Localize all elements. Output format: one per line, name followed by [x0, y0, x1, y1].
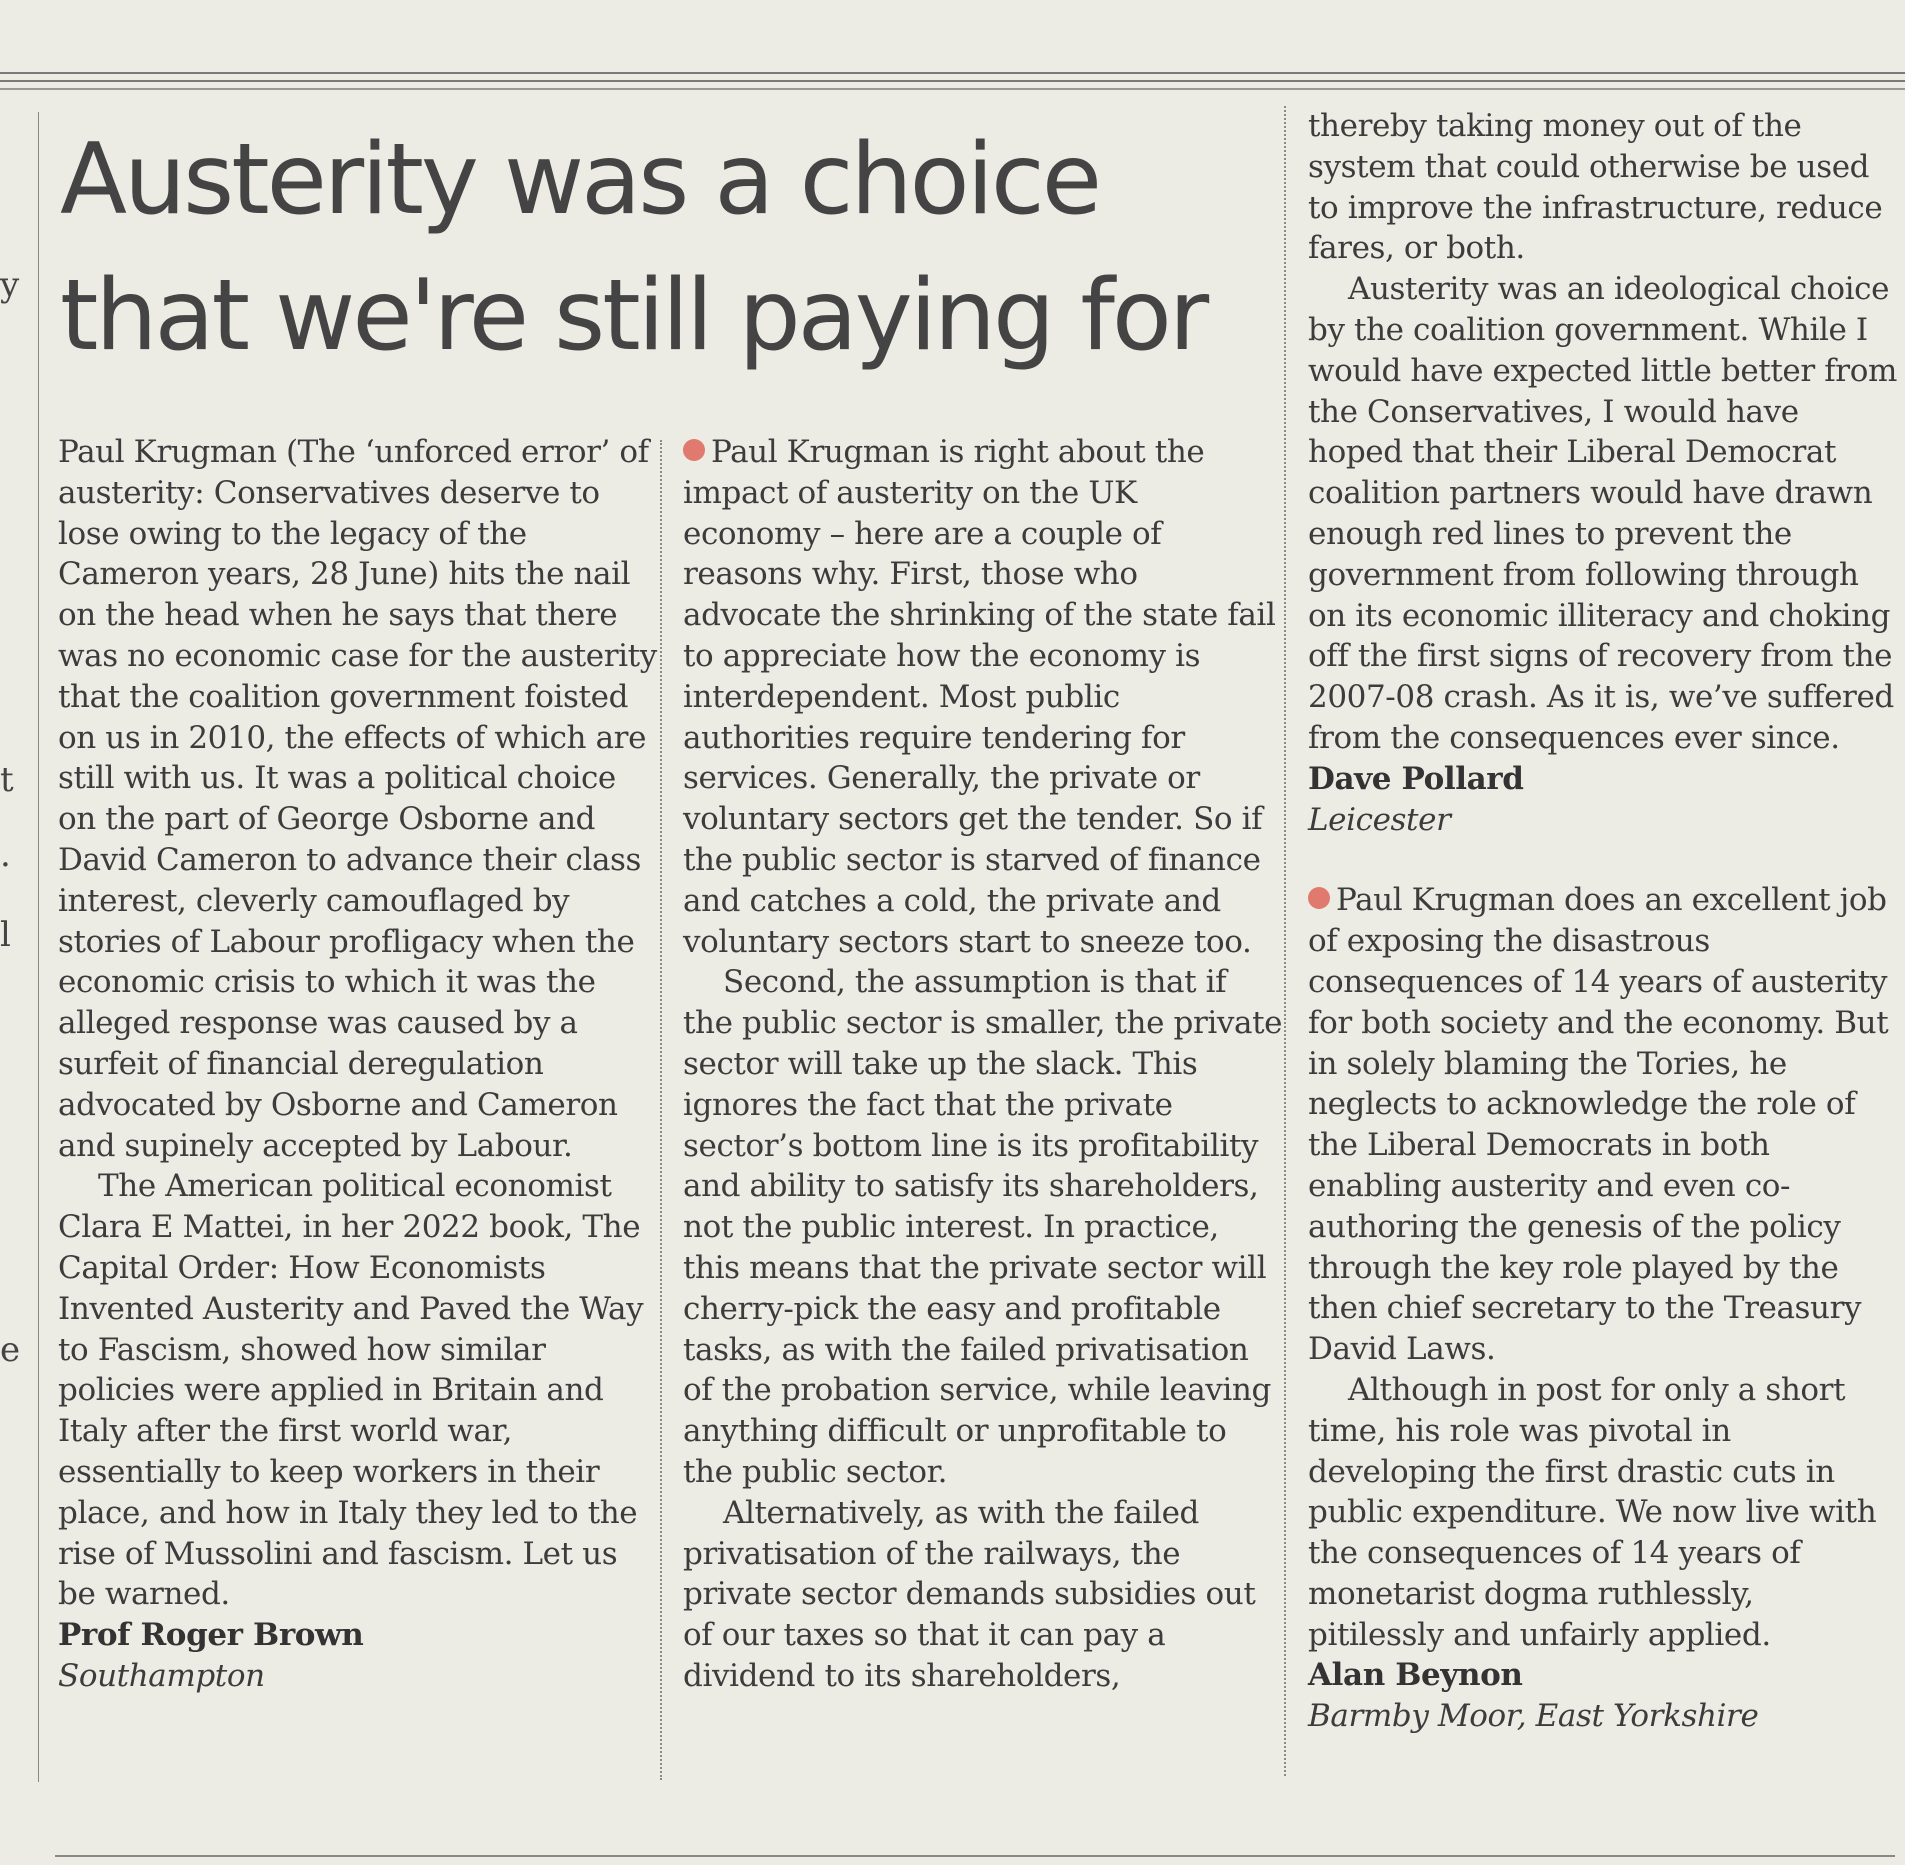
- letter-1-paragraph-2: The American political economist Clara E Mattei, in her 2022 book, The Capital Order: How Economists Invented Austerity and Paved the Way to Fascism, showed how similar policies were applied in Britain and Italy after the first world war, essentially to keep workers in their place, and how in Italy they led to the rise of Mussolini and fascism. Let us be warned.: [58, 1168, 644, 1613]
- left-column-rule: [38, 112, 39, 1782]
- letter-bullet-icon: [683, 439, 705, 461]
- edge-letter: t: [0, 760, 14, 800]
- letter-2-paragraph-3: Alternatively, as with the failed privatisation of the railways, the private sector demands subsidies out of our taxes so that it can pay a dividend to its shareholders,: [683, 1494, 1256, 1694]
- letter-2-paragraph-5: Austerity was an ideological choice by the coalition government. While I would have expected little better from the Conservatives, I would have hoped that their Liberal Democrat coalition partners would have drawn enough red lines to prevent the government from following through on its economic illiteracy and choking off the first signs of recovery from the 2007-08 crash. As it is, we’ve suffered from the consequences ever since.: [1308, 271, 1897, 756]
- edge-letter: y: [0, 265, 20, 305]
- top-rule-2: [0, 80, 1905, 82]
- letter-3-location: Barmby Moor, East Yorkshire: [1308, 1698, 1759, 1735]
- edge-letter: l: [0, 915, 11, 955]
- letter-column-3: [1308, 106, 1898, 1737]
- edge-letter: .: [0, 835, 11, 875]
- bottom-rule: [55, 1855, 1895, 1857]
- letter-2-author: Dave Pollard: [1308, 760, 1524, 797]
- letter-3-paragraph-2: Although in post for only a short time, his role was pivotal in developing the first drastic cuts in public expenditure. We now live with the consequences of 14 years of monetarist dogma ruthlessly, pitilessly and unfairly applied.: [1308, 1371, 1877, 1653]
- column-divider-1: [660, 440, 662, 1780]
- headline: [60, 112, 1260, 384]
- letter-bullet-icon: [1308, 887, 1330, 909]
- letter-column-2: [683, 432, 1283, 1697]
- letter-1-location: Southampton: [58, 1657, 265, 1694]
- letter-3-paragraph-1: [1308, 880, 1898, 1370]
- letter-2-paragraph-1: [683, 432, 1283, 962]
- letter-1-author: Prof Roger Brown: [58, 1617, 364, 1654]
- top-rule-1: [0, 72, 1905, 74]
- headline-line-1: Austerity was a choice: [60, 123, 1099, 237]
- letter-2-paragraph-4: thereby taking money out of the system that could otherwise be used to improve the infrastructure, reduce fares, or both.: [1308, 108, 1883, 267]
- top-rule-3: [0, 88, 1905, 90]
- letter-1-paragraph-1: Paul Krugman (The ‘unforced error’ of austerity: Conservatives deserve to lose owing to the legacy of the Cameron years, 28 June) hits the nail on the head when he says that there was no economic case for the austerity that the coalition government foisted on us in 2010, the effects of which are still with us. It was a political choice on the part of George Osborne and David Cameron to advance their class interest, cleverly camouflaged by stories of Labour profligacy when the economic crisis to which it was the alleged response was caused by a surfeit of financial deregulation advocated by Osborne and Cameron and supinely accepted by Labour.: [58, 434, 657, 1164]
- headline-line-2: that we're still paying for: [60, 259, 1207, 373]
- letter-2-paragraph-2: Second, the assumption is that if the public sector is smaller, the private sector will take up the slack. This ignores the fact that the private sector’s bottom line is its profitability and ability to satisfy its shareholders, not the public interest. In practice, this means that the private sector will cherry-pick the easy and profitable tasks, as with the failed privatisation of the probation service, while leaving anything difficult or unprofitable to the public sector.: [683, 964, 1283, 1490]
- letter-column-1: [58, 432, 658, 1697]
- edge-letter: e: [0, 1330, 21, 1370]
- letter-2-location: Leicester: [1308, 801, 1451, 838]
- letter-2-paragraph-1-text: Paul Krugman is right about the impact of austerity on the UK economy – here are a couple of reasons why. First, those who advocate the shrinking of the state fail to appreciate how the economy is interdependent. Most public authorities require tendering for services. Generally, the private or voluntary sectors get the tender. So if the public sector is starved of finance and catches a cold, the private and voluntary sectors start to sneeze too.: [683, 434, 1276, 960]
- letter-3-author: Alan Beynon: [1308, 1657, 1523, 1694]
- letter-3-paragraph-1-text: Paul Krugman does an excellent job of exposing the disastrous consequences of 14 years of austerity for both society and the economy. But in solely blaming the Tories, he neglects to acknowledge the role of the Liberal Democrats in both enabling austerity and even co-authoring the genesis of the policy through the key role played by the then chief secretary to the Treasury David Laws.: [1308, 882, 1889, 1368]
- column-divider-2: [1284, 106, 1286, 1776]
